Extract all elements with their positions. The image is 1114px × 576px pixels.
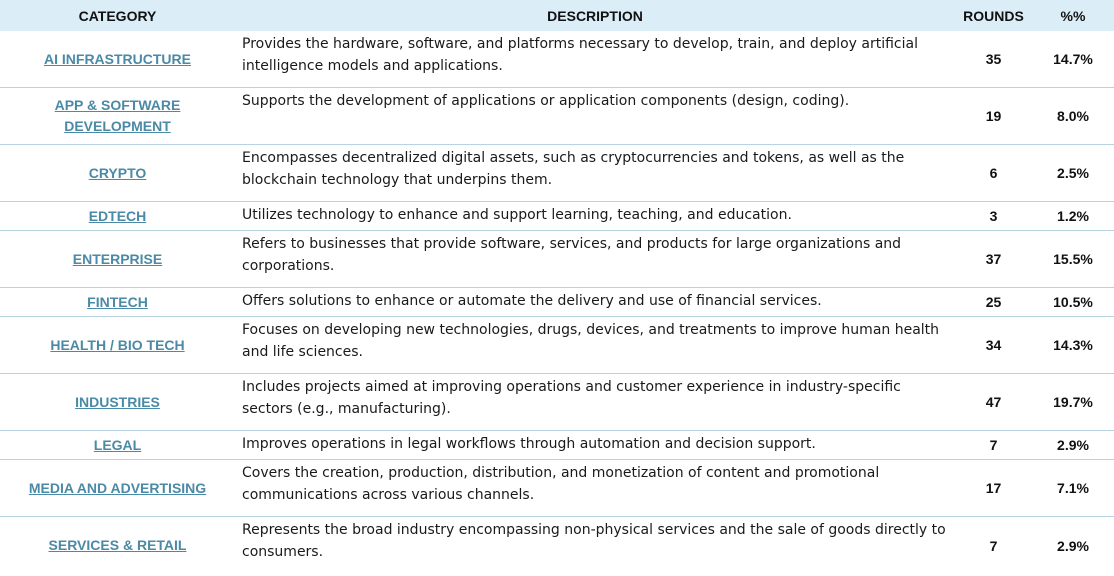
category-link[interactable]: SERVICES & RETAIL	[48, 537, 187, 553]
table-row	[0, 288, 1114, 317]
table-row	[0, 202, 1114, 231]
description-cell: Represents the broad industry encompassing non-physical services and the sale of goods directly to consumers.	[242, 522, 946, 560]
pct-cell: 10.5%	[1053, 294, 1093, 310]
header-category: CATEGORY	[78, 7, 157, 24]
table-row	[0, 517, 1114, 574]
category-link[interactable]: CRYPTO	[88, 164, 147, 181]
rounds-cell: 47	[985, 394, 1002, 410]
description-cell: Covers the creation, production, distribution, and monetization of content and promotional communications across various channels.	[242, 465, 880, 503]
category-link[interactable]: FINTECH	[87, 293, 148, 310]
category-link[interactable]: APP & SOFTWARE DEVELOPMENT	[54, 97, 181, 134]
table-row	[0, 374, 1114, 431]
pct-cell: 14.3%	[1053, 337, 1093, 353]
description-cell: Utilizes technology to enhance and support learning, teaching, and education.	[242, 207, 792, 223]
table-row	[0, 317, 1114, 374]
pct-cell: 14.7%	[1053, 51, 1093, 67]
pct-cell: 2.9%	[1057, 437, 1089, 453]
rounds-cell: 19	[985, 108, 1002, 124]
rounds-cell: 37	[985, 251, 1002, 267]
rounds-cell: 34	[985, 337, 1002, 353]
pct-cell: 7.1%	[1057, 480, 1089, 496]
description-cell: Supports the development of applications or application components (design, coding).	[242, 93, 850, 109]
table-row	[0, 145, 1114, 202]
rounds-cell: 7	[989, 437, 998, 453]
category-link[interactable]: EDTECH	[88, 207, 147, 224]
description-cell: Provides the hardware, software, and platforms necessary to develop, train, and deploy artificial intelligence models and applications.	[242, 36, 918, 74]
rounds-cell: 7	[989, 537, 998, 554]
pct-cell: 8.0%	[1057, 108, 1089, 124]
pct-cell: 1.2%	[1057, 208, 1089, 224]
category-link[interactable]: AI INFRASTRUCTURE	[44, 50, 191, 67]
rounds-cell: 6	[989, 165, 998, 181]
rounds-cell: 3	[989, 208, 998, 224]
category-link[interactable]: ENTERPRISE	[72, 250, 163, 267]
header-rounds: ROUNDS	[963, 7, 1024, 24]
description-cell: Includes projects aimed at improving operations and customer experience in industry-specific sectors (e.g., manufacturing).	[242, 379, 901, 417]
description-cell: Offers solutions to enhance or automate the delivery and use of financial services.	[242, 293, 822, 309]
category-link[interactable]: MEDIA AND ADVERTISING	[28, 479, 207, 496]
description-cell: Refers to businesses that provide software, services, and products for large organizations and corporations.	[242, 236, 902, 274]
description-cell: Improves operations in legal workflows through automation and decision support.	[242, 436, 816, 452]
rounds-cell: 17	[985, 480, 1002, 496]
table-header	[0, 0, 1114, 31]
category-link[interactable]: LEGAL	[93, 436, 142, 453]
table-row	[0, 460, 1114, 517]
pct-cell: 19.7%	[1053, 394, 1093, 410]
category-link[interactable]: HEALTH / BIO TECH	[50, 336, 185, 353]
rounds-cell: 35	[985, 51, 1002, 67]
description-cell: Focuses on developing new technologies, drugs, devices, and treatments to improve human health and life sciences.	[242, 322, 940, 360]
pct-cell: 15.5%	[1053, 251, 1093, 267]
pct-cell: 2.9%	[1057, 537, 1089, 554]
table-row	[0, 88, 1114, 145]
pct-cell: 2.5%	[1057, 165, 1089, 181]
table-row	[0, 231, 1114, 288]
header-pct: %%	[1060, 7, 1086, 24]
category-link[interactable]: INDUSTRIES	[75, 393, 160, 410]
rounds-cell: 25	[985, 294, 1002, 310]
table-row	[0, 31, 1114, 88]
header-description: DESCRIPTION	[547, 7, 643, 24]
description-cell: Encompasses decentralized digital assets, such as cryptocurrencies and tokens, as well as the blockchain technology that underpins them.	[242, 150, 905, 188]
table-row	[0, 431, 1114, 460]
